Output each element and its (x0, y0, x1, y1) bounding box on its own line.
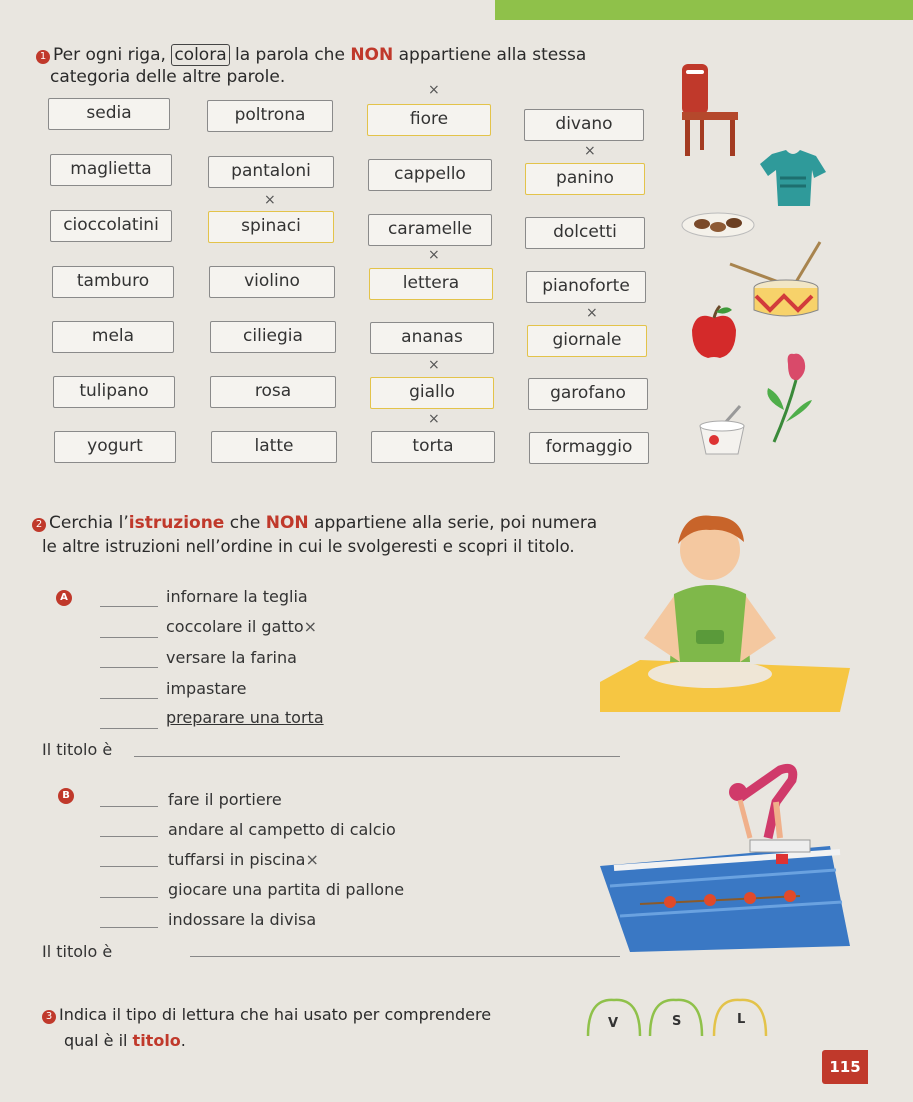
titolo-label: Il titolo è (42, 942, 113, 961)
exercise1-instruction-line2: categoria delle altre parole. (50, 67, 286, 87)
exercise2-instruction (32, 512, 597, 534)
word-box[interactable]: maglietta (50, 154, 172, 186)
exercise1-number: 1 (36, 50, 50, 64)
x-mark: × (428, 247, 440, 263)
colora-circled-word: colora (171, 44, 229, 66)
exercise2-instruction-line2: le altre istruzioni nell’ordine in cui le svolgeresti e scopri il titolo. (42, 537, 575, 556)
number-blank[interactable] (100, 927, 158, 928)
word-box[interactable]: fiore (367, 104, 491, 136)
exercise3-number: 3 (42, 1010, 56, 1024)
x-mark: × (428, 82, 440, 98)
number-blank[interactable] (100, 637, 158, 638)
word-box[interactable]: spinaci (208, 211, 334, 243)
exercise1-text-a: Per ogni riga, (53, 45, 172, 65)
exercise3-titolo: titolo (132, 1031, 181, 1050)
word-box[interactable]: giallo (370, 377, 494, 409)
exercise1-text-c: appartiene alla stessa (393, 45, 587, 65)
instruction-item[interactable]: preparare una torta (166, 708, 324, 727)
exercise2-text-c: appartiene alla serie, poi numera (308, 513, 598, 533)
word-box[interactable]: caramelle (368, 214, 492, 246)
x-mark: × (264, 192, 276, 208)
word-box[interactable]: ananas (370, 322, 494, 354)
instruction-item[interactable]: indossare la divisa (168, 910, 317, 929)
word-box[interactable]: yogurt (54, 431, 176, 463)
candies-icon (680, 211, 756, 239)
x-mark: × (584, 143, 596, 159)
number-blank[interactable] (100, 836, 158, 837)
exercise3-text-a: Indica il tipo di lettura che hai usato per comprendere (59, 1005, 492, 1024)
instruction-item[interactable] (168, 850, 319, 870)
option-s[interactable]: S (672, 1014, 682, 1029)
x-mark: × (586, 305, 598, 321)
instruction-item[interactable]: impastare (166, 679, 247, 698)
word-box[interactable]: divano (524, 109, 644, 141)
instruction-item-text: tuffarsi in piscina (168, 850, 306, 869)
section-b-badge: B (58, 788, 74, 804)
x-mark: × (305, 850, 319, 869)
exercise2-text-a: Cerchia l’ (49, 513, 129, 533)
exercise3-text-b: qual è il (64, 1031, 133, 1050)
number-blank[interactable] (100, 667, 158, 668)
exercise1-text-b: la parola che (229, 45, 351, 65)
instruction-item-text: coccolare il gatto (166, 617, 304, 636)
word-box[interactable]: rosa (210, 376, 336, 408)
section-a-badge: A (56, 590, 72, 606)
word-box[interactable]: dolcetti (525, 217, 645, 249)
exercise2-istruzione: istruzione (128, 513, 225, 533)
word-box[interactable]: latte (211, 431, 337, 463)
page-number: 115 (822, 1050, 868, 1084)
word-box[interactable]: mela (52, 321, 174, 353)
number-blank[interactable] (100, 728, 158, 729)
number-blank[interactable] (100, 866, 158, 867)
top-green-band (495, 0, 913, 20)
word-box[interactable]: pianoforte (526, 271, 646, 303)
word-box[interactable]: poltrona (207, 100, 333, 132)
word-box[interactable]: ciliegia (210, 321, 336, 353)
word-box[interactable]: violino (209, 266, 335, 298)
word-box[interactable]: pantaloni (208, 156, 334, 188)
instruction-item[interactable] (166, 617, 317, 637)
exercise3-text-c: . (180, 1031, 186, 1050)
exercise3-instruction (42, 1004, 491, 1026)
tshirt-icon (758, 148, 828, 210)
exercise1-instruction (36, 44, 586, 66)
word-box[interactable]: cappello (368, 159, 492, 191)
word-box[interactable]: formaggio (529, 432, 649, 464)
instruction-item[interactable]: fare il portiere (168, 790, 282, 809)
number-blank[interactable] (100, 806, 158, 807)
x-mark: × (303, 617, 318, 636)
exercise2-non: NON (265, 513, 309, 533)
instruction-item[interactable]: versare la farina (166, 648, 297, 667)
titolo-label: Il titolo è (42, 740, 113, 759)
chair-icon (676, 60, 746, 160)
number-blank[interactable] (100, 606, 158, 607)
number-blank[interactable] (100, 897, 158, 898)
number-blank[interactable] (100, 698, 158, 699)
x-mark: × (428, 411, 440, 427)
instruction-item[interactable]: giocare una partita di pallone (168, 880, 405, 899)
word-box[interactable]: giornale (527, 325, 647, 357)
title-answer-line[interactable] (134, 756, 620, 757)
boy-baking-icon (600, 512, 850, 712)
tulip-icon (764, 350, 816, 446)
word-box[interactable]: torta (371, 431, 495, 463)
word-box[interactable]: panino (525, 163, 645, 195)
word-box[interactable]: garofano (528, 378, 648, 410)
word-box[interactable]: cioccolatini (50, 210, 172, 242)
x-mark: × (428, 357, 440, 373)
exercise3-instruction-line2 (64, 1030, 186, 1052)
title-answer-line[interactable] (190, 956, 620, 957)
word-box[interactable]: sedia (48, 98, 170, 130)
instruction-item[interactable]: infornare la teglia (166, 587, 308, 606)
option-l[interactable]: L (737, 1012, 746, 1027)
word-box[interactable]: lettera (369, 268, 493, 300)
word-box[interactable]: tamburo (52, 266, 174, 298)
exercise2-number: 2 (32, 518, 46, 532)
instruction-item[interactable]: andare al campetto di calcio (168, 820, 396, 839)
exercise1-non: NON (350, 45, 394, 65)
exercise2-text-b: che (224, 513, 266, 533)
yogurt-icon (696, 404, 748, 458)
apple-icon (686, 304, 742, 362)
word-box[interactable]: tulipano (53, 376, 175, 408)
option-v[interactable]: V (608, 1016, 619, 1031)
swimmer-pool-icon (600, 756, 850, 956)
